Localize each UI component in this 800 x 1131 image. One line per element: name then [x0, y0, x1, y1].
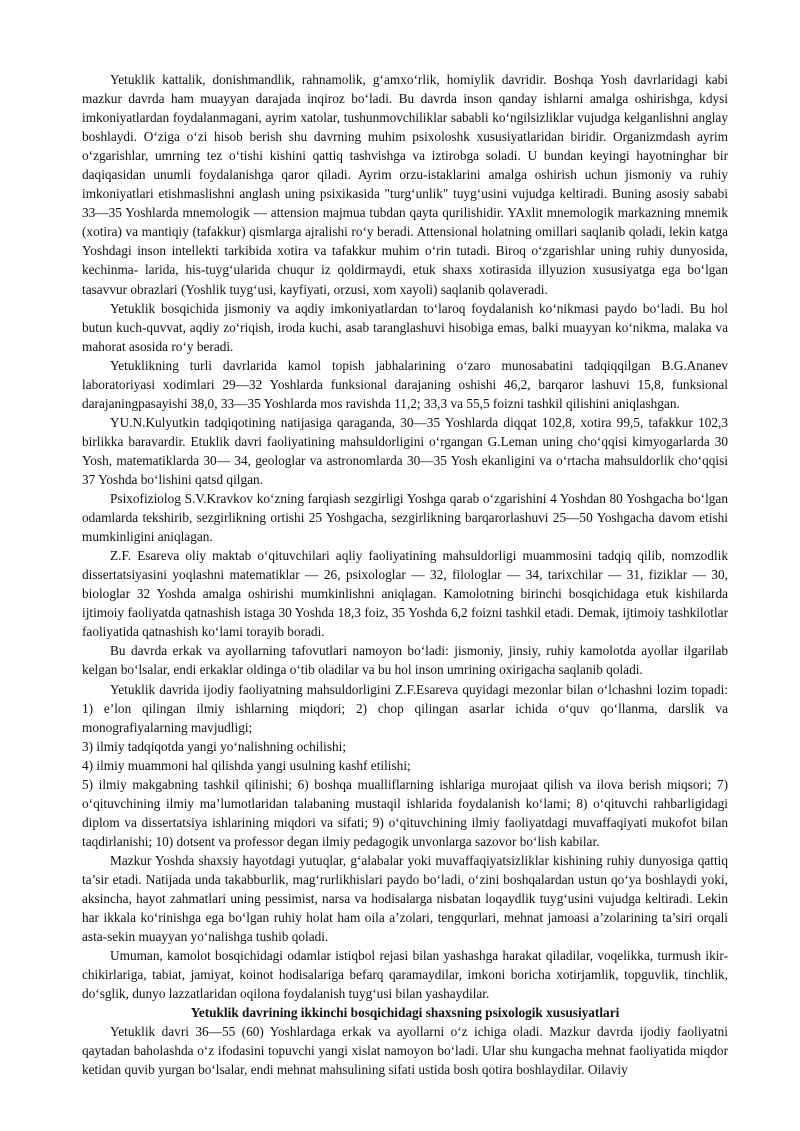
paragraph-10: Umuman, kamolot bosqichidagi odamlar istiqbol rejasi bilan yashashga harakat qiladilar, voqelikka, turmush ikir-chikirlariga, tabiat, jamiyat, koinot hodisalariga befarq qaramaydilar, imkoni boricha xotirjamlik, topguvlik, tinchlik, do‘sglik, dunyo lazzatlaridan oqilona foydalanish tuyg‘usi bilan yashaydilar.	[82, 948, 728, 1002]
paragraph-3: Yetuklikning turli davrlarida kamol topish jabhalarining o‘zaro munosabatini tadqiqqilgan B.G.Ananev laboratoriyasi xodimlari 29—32 Yoshlarda funksional darajaning oshishi 46,2, barqaror lashuvi 15,8, funksional darajaningpasayishi 38,0, 33—35 Yoshlarda mos ravishda 11,2; 33,3 va 55,5 foizni tashkil qilishini aniqlashgan.	[82, 357, 728, 411]
paragraph-6: Z.F. Esareva oliy maktab o‘qituvchilari aqliy faoliyatining mahsuldorligi muammosini tadqiq qilib, nomzodlik dissertatsiyasini yoqlashni matematiklar — 26, psixologlar — 32, filologlar — 34, tarixchilar — 31, fiziklar — 30, biologlar 32 Yoshda amalga oshirishi mumkinlishni aniqlagan. Kamolotning birinchi bosqichidaga etuk kishilarda ijtimoiy faoliyatda qatnashish istaga 30 Yoshda 18,3 foiz, 35 Yoshda 6,2 foizni tashkil etadi. Demak, ijtimoiy tashkilotlar faoliyatida qatnashish ko‘lami torayib boradi.	[82, 548, 728, 640]
paragraph-criteria-continued: 5) ilmiy makgabning tashkil qilinishi; 6) boshqa mualliflarning ishlariga murojaat qilish va ilova berish miqsori; 7) o‘qituvchining ilmiy ma’lumotlaridan talabaning mustaqil ishlarida foydalanish ko‘lami; 8) o‘qituvchi rahbarligidagi diplom va dissertatsiya ishlarining miqdori va sifati; 9) o‘qituvchining ilmiy faoliyatdagi muvaffaqiyati mukofot bilan taqdirlanishi; 10) dotsent va professor degan ilmiy pedagogik unvonlarga sazovor bo‘lish kabilar.	[82, 776, 728, 849]
paragraph-8: Yetuklik davrida ijodiy faoliyatning mahsuldorligini Z.F.Esareva quyidagi mezonlar bilan o‘lchashni lozim topadi: 1) e’lon qilingan ilmiy ishlarning miqdori; 2) chop qilingan asarlar ichida o‘quv qo‘llanma, darslik va monografiyalarning mavjudligi;	[82, 681, 728, 735]
paragraph-2: Yetuklik bosqichida jismoniy va aqdiy imkoniyatlardan to‘laroq foydalanish ko‘nikmasi paydo bo‘ladi. Bu hol butun kuch-quvvat, aqdiy zo‘riqish, iroda kuchi, asab taranglashuvi hisobiga emas, balki muayyan ko‘nikma, malaka va mahorat asosida ro‘y beradi.	[82, 300, 728, 354]
section-heading: Yetuklik davrining ikkinchi bosqichidagi shaxsning psixologik xususiyatlari	[190, 1005, 620, 1021]
paragraph-9: Mazkur Yoshda shaxsiy hayotdagi yutuqlar, g‘alabalar yoki muvaffaqiyatsizliklar kishining ruhiy dunyosiga qattiq ta’sir etadi. Natijada unda takabburlik, mag‘rurlikhislari paydo bo‘ladi, o‘zini boshqalardan ustun qo‘ya boshlaydi yoki, aksincha, hayot zahmatlari uning pessimist, narsa va hodisalarga nisbatan loqaydlik tuyg‘usini vujudga keltiradi. Lekin har ikkala ko‘rinishga ega bo‘lgan ruhiy holat ham oila a’zolari, tengqurlari, mehnat jamoasi a’zolarining ta’siri orqali asta-sekin muayyan yo‘nalishga tushib qoladi.	[82, 852, 728, 945]
list-item-4: 4) ilmiy muammoni hal qilishda yangi usulning kashf etilishi;	[82, 757, 411, 773]
paragraph-final: Yetuklik davri 36—55 (60) Yoshlardaga erkak va ayollarni o‘z ichiga oladi. Mazkur davrda ijodiy faoliyatni qaytadan baholashda o‘z ifodasini topuvchi yangi xislat namoyon bo‘ladi. Ular shu kungacha mehnat faoliyatida miqdor ketidan quvib yurgan bo‘lsalar, endi mehnat mahsulining sifati ustida bosh qotira boshlaydilar. Oilaviy	[82, 1024, 728, 1078]
paragraph-1: Yetuklik kattalik, donishmandlik, rahnamolik, g‘amxo‘rlik, homiylik davridir. Boshqa Yosh davrlaridagi kabi mazkur davrda ham muayyan darajada inqiroz bo‘ladi. Bu davrda inson qanday ishlarni amalga oshirishga, kdysi imkoniyatlardan foydalanmagani, ayrim xatolar, tushunmovchiliklar sababli ko‘ngilsizliklar vujudga kelganlishni anglay boshlaydi. O‘ziga o‘zi hisob berish shu davrning muhim psixoloshk xususiyatlaridan biridir. Organizmdash ayrim o‘zgarishlar, umrning tez o‘tishi kishini qattiq tashvishga va iztirobga soladi. U bundan keyingi hayotninghar bir daqiqasidan unumli foydalanishga qaror qiladi. Ayrim orzu-istaklarini amalga oshirish uchun jismoniy va ruhiy imkoniyatlari etishmaslishni anglash uning psixikasida "turg‘unlik" tuyg‘usini vujudga keltiradi. Buning asosiy sababi 33—35 Yoshlarda mnemologik — attension majmua tubdan qayta qurilishidir. YAxlit mnemologik markazning mnemik (xotira) va mantiqiy (tafakkur) qismlarga ajralishi ro‘y beradi. Attensional holatning omillari saqlanib qoladi, lekin katga Yoshdagi inson intellekti tarkibida xotira va tafakkur muhim o‘rin tutadi. Biroq o‘zgarishlar uning ruhiy dunyosida, kechinma- larida, his-tuyg‘ularida chuqur iz qoldirmaydi, etuk shaxs xotirasida illyuzion xususiyatga ega bo‘lgan tasavvur obrazlari (Yoshlik tuyg‘usi, kayfiyati, orzusi, xom xayoli) saqlanib qolaveradi.	[82, 72, 728, 297]
list-item-3: 3) ilmiy tadqiqotda yangi yo‘nalishning ochilishi;	[82, 738, 347, 754]
paragraph-7: Bu davrda erkak va ayollarning tafovutlari namoyon bo‘ladi: jismoniy, jinsiy, ruhiy kamolotda ayollar ilgarilab kelgan bo‘lsalar, endi erkaklar oldinga o‘tib oladilar va bu hol inson umrining oxirigacha saqlanib qoladi.	[82, 643, 728, 678]
paragraph-4: YU.N.Kulyutkin tadqiqotining natijasiga qaraganda, 30—35 Yoshlarda diqqat 102,8, xotira 99,5, tafakkur 102,3 birlikka baravardir. Etuklik davri faoliyatining mahsuldorligini o‘rgangan G.Leman uning cho‘qqisi kimyogarlarda 30 Yosh, matematiklarda 30— 34, geologlar va astronomlarda 30—35 Yosh ekanligini va o‘rtacha mahsuldorlik cho‘qqisi 37 Yoshda bo‘lishini qatsd qilgan.	[82, 414, 728, 487]
paragraph-5: Psixofiziolog S.V.Kravkov ko‘zning farqiash sezgirligi Yoshga qarab o‘zgarishini 4 Yoshdan 80 Yoshgacha bo‘lgan odamlarda tekshirib, sezgirlikning ortishi 25 Yoshgacha, sezgirlikning barqarorlashuvi 25—50 Yoshgacha davom etishi mumkinligini aniqlagan.	[82, 491, 728, 545]
